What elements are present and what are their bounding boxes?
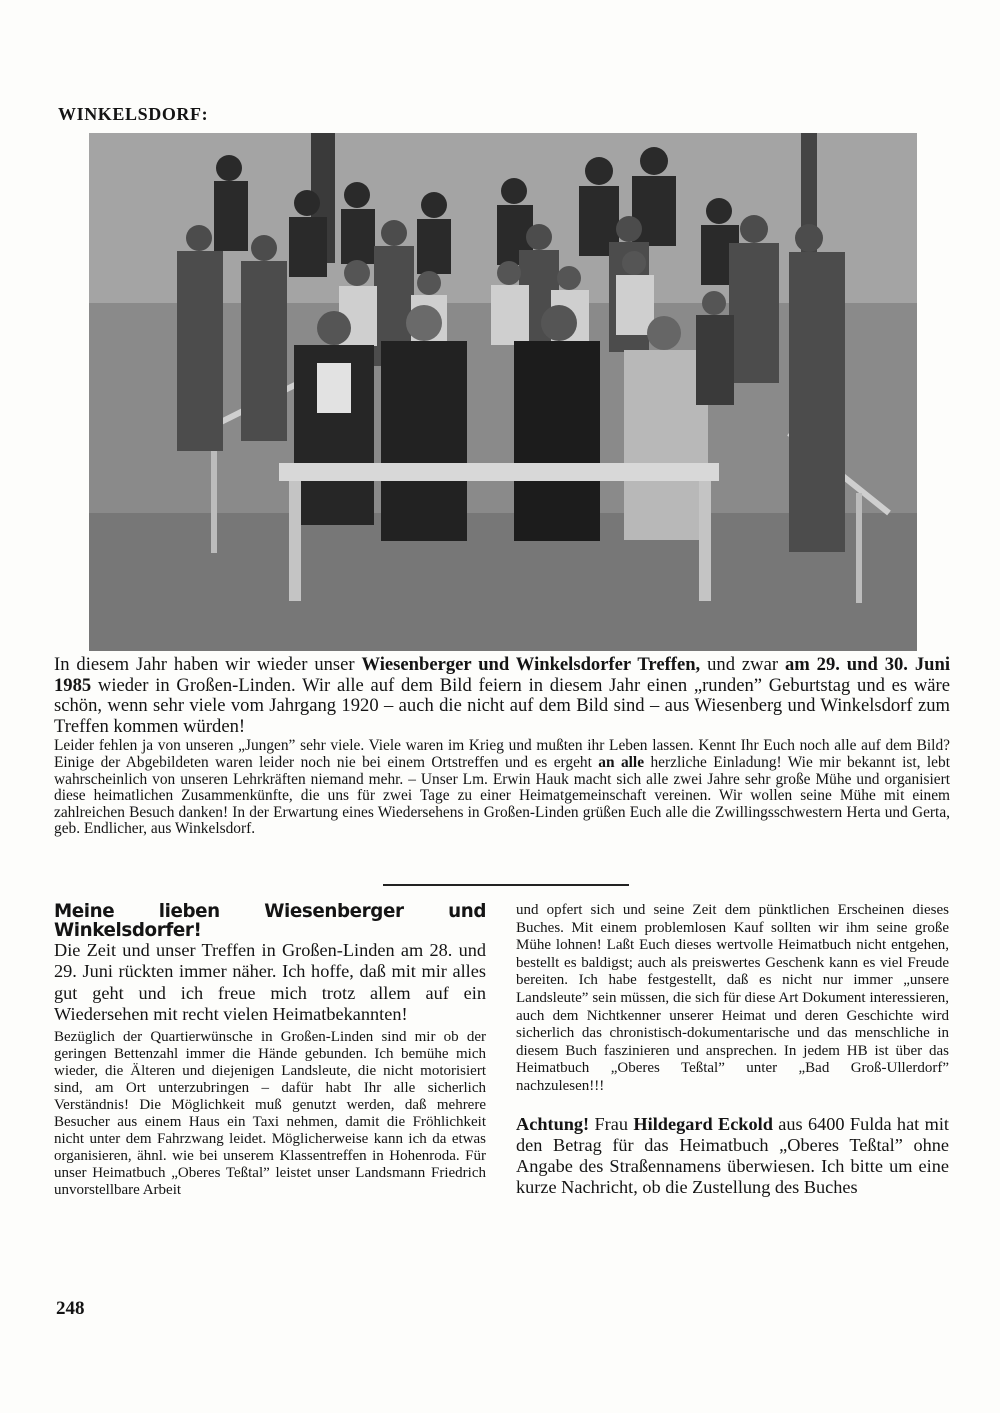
- letter-body-paragraph: Bezüglich der Quartierwünsche in Großen-Linden sind mir ob der geringen Bettenzahl immer die Hände gebunden. Ich bemühe mich wieder, die Älteren und diejenigen Landsleute, die nicht motorisiert sind, am Ort unterzubringen – dafür habt Ihr alle sicherlich Verständnis! Die Möglichkeit muß genutzt werden, daß mehrere Besucher aus einem Haus ein Taxi nehmen, damit die Fröhlichkeit nicht unter dem Fahrzwang leidet. Möglicherweise kann ich da etwas organisieren, ähnl. wie bei unserem Klassentreffen in Hohenroda. Für unser Heimatbuch „Oberes Teßtal” leistet unser Landsmann Friedrich unvorstellbare Arbeit: [54, 1028, 486, 1198]
- intro-rest-text-1: Leider fehlen ja von unseren „Jungen” sehr viele. Viele waren im Krieg und mußten ihr Leben lassen. Kennt Ihr Euch noch alle auf dem Bild? Einige der Abgebildeten waren leider noch nie bei einem Ortstreffen und es ergeht: [54, 737, 950, 771]
- notice-bold-name: Hildegard Eckold: [633, 1113, 773, 1134]
- intro-lead-text-2: und zwar: [700, 654, 785, 675]
- intro-lead-text-3: wieder in Großen-Linden. Wir alle auf dem Bild feiern in diesem Jahr einen „runden” Geburtstag und es wäre schön, wenn sehr viele vom Jahrgang 1920 – auch die nicht auf dem Bild sind – aus Wiesenberg und Winkelsdorf zum Treffen kommen würden!: [54, 674, 950, 737]
- intro-lead-paragraph: [54, 655, 950, 737]
- intro-lead-bold-date: am 29. und 30. Juni 1985: [54, 654, 950, 696]
- intro-lead-text-1: In diesem Jahr haben wir wieder unser: [54, 654, 362, 675]
- section-divider: [383, 884, 629, 886]
- letter-title: Meine lieben Wiesenberger und Winkelsdorfer!: [54, 901, 486, 941]
- notice-bold-attention: Achtung!: [516, 1113, 590, 1134]
- group-photo-illustration: [89, 133, 917, 651]
- section-heading: WINKELSDORF:: [58, 104, 209, 124]
- intro-text: [54, 655, 950, 838]
- notice-text-1: Frau: [589, 1113, 634, 1134]
- intro-rest-bold: an alle: [598, 753, 645, 771]
- notice-paragraph: [516, 1114, 949, 1199]
- letter-lead-paragraph: Die Zeit und unser Treffen in Großen-Linden am 28. und 29. Juni rückten immer näher. Ich hoffe, daß mit mir alles gut geht und ich freue mich trotz allem auf ein Wiedersehen mit recht vielen Heimatbekannten!: [54, 940, 486, 1025]
- intro-lead-bold-meeting: Wiesenberger und Winkelsdorfer Treffen,: [361, 654, 701, 675]
- group-photograph: [89, 133, 917, 651]
- intro-rest-text-2: herzliche Einladung! Wie mir bekannt ist, lebt wahrscheinlich von unseren Lehrkräften niemand mehr. – Unser Lm. Erwin Hauk macht sich alle zwei Jahre sehr große Mühe und organisiert diese heimatlichen Zusammenkünfte, die uns für zwei Tage zu einer Heimatgemeinschaft vereinen. Wir wollen seine Mühe mit einem zahlreichen Besuch danken! In der Erwartung eines Wiedersehens in Großen-Linden grüßen Euch alle die Zwillingsschwestern Herta und Gerta, geb. Endlicher, aus Winkelsdorf.: [54, 753, 950, 838]
- page-number: 248: [56, 1298, 85, 1319]
- letter-column-left: [54, 902, 486, 1199]
- letter-column-right: [516, 902, 949, 1199]
- intro-rest-paragraph: [54, 738, 950, 838]
- letter-continuation-paragraph: und opfert sich und seine Zeit dem pünktlichen Erscheinen dieses Buches. Mit einem problemlosen Kauf sollten wir ihm seine große Mühe lohnen! Laßt Euch dieses wertvolle Heimatbuch nicht entgehen, bestellt es baldigst; auch als preiswertes Geschenk kann es viel Freude bereiten. Ich habe festgestellt, daß es nicht nur immer „unsere Landsleute” sein müssen, die sich für diese Art Dokument interessieren, auch dem Nichtkenner unserer Heimat und deren Geschichte wird sicherlich das chronistisch-dokumentarische und das menschliche in diesem Buch faszinieren und ansprechen. In jedem HB ist über das Heimatbuch „Oberes Teßtal” unter „Bad Groß-Ullerdorf” nachzulesen!!!: [516, 902, 949, 1094]
- notice-text-2: aus 6400 Fulda hat mit den Betrag für das Heimatbuch „Oberes Teßtal” ohne Angabe des Straßennamens überwiesen. Ich bitte um eine kurze Nachricht, ob die Zustellung des Buches: [516, 1113, 950, 1198]
